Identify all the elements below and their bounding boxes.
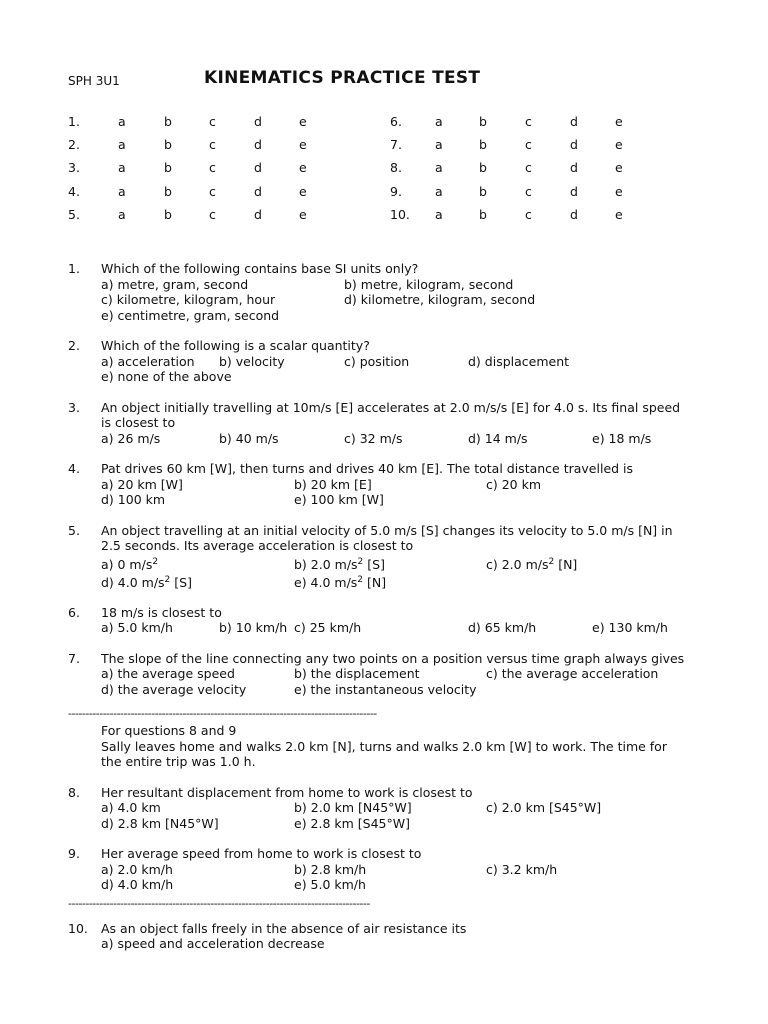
option-b: b) 20 km [E] <box>294 476 372 492</box>
choice-c[interactable]: c <box>209 183 216 199</box>
question-1 <box>68 261 708 323</box>
question-number: 1. <box>68 261 80 276</box>
option-b: b) 2.0 $m/s^2$ [S] <box>294 556 385 572</box>
question-stem: Her average speed from home to work is closest to <box>101 846 422 861</box>
option-b: b) metre, kilogram, second <box>344 276 514 292</box>
option-d: d) 2.8 km [N45°W] <box>101 815 219 831</box>
choice-b[interactable]: b <box>479 183 487 199</box>
option-d: d) the average velocity <box>101 681 247 697</box>
choice-c[interactable]: c <box>209 160 216 176</box>
choice-d[interactable]: d <box>254 206 262 222</box>
choice-d[interactable]: d <box>254 114 262 129</box>
option-d: d) 65 km/h <box>468 620 537 635</box>
option-c: c) 20 km <box>486 476 542 492</box>
option-d: d) 4.0 $m/s^2$ [S] <box>101 574 192 590</box>
choice-e[interactable]: e <box>615 114 623 129</box>
choice-b[interactable]: b <box>164 160 172 176</box>
option-c: c) 25 km/h <box>294 620 362 635</box>
choice-a[interactable]: a <box>435 137 443 153</box>
option-d: d) 100 km <box>101 492 166 507</box>
option-a: a) the average speed <box>101 666 235 681</box>
option-b: b) 2.8 km/h <box>294 861 367 877</box>
answer-number: 6. <box>390 114 402 129</box>
section-divider: ----------------------------------------------------------------------------------------- <box>68 708 377 720</box>
answer-number: 7. <box>390 137 402 153</box>
choice-b[interactable]: b <box>479 114 487 129</box>
question-stem: An object initially travelling at 10m/s [E] accelerates at 2.0 m/s/s [E] for 4.0 s. Its final speed <box>101 399 681 415</box>
question-stem: The slope of the line connecting any two points on a position versus time graph always gives <box>101 650 685 666</box>
question-number: 8. <box>68 784 80 800</box>
answer-number: 8. <box>390 160 402 176</box>
question-6 <box>68 605 708 636</box>
choice-a[interactable]: a <box>435 114 443 129</box>
question-2 <box>68 338 708 385</box>
choice-d[interactable]: d <box>254 183 262 199</box>
question-9 <box>68 846 708 893</box>
question-stem: Her resultant displacement from home to work is closest to <box>101 784 473 800</box>
answer-number: 5. <box>68 206 80 222</box>
answer-row <box>68 114 668 137</box>
choice-d[interactable]: d <box>570 114 578 129</box>
choice-c[interactable]: c <box>209 137 216 153</box>
option-b: b) 40 m/s <box>219 430 279 446</box>
question-5 <box>68 523 708 590</box>
question-number: 4. <box>68 461 80 476</box>
choice-a[interactable]: a <box>435 183 443 199</box>
option-c: c) the average acceleration <box>486 666 659 681</box>
choice-c[interactable]: c <box>525 160 532 176</box>
option-b: b) 10 km/h <box>219 620 288 635</box>
choice-b[interactable]: b <box>479 206 487 222</box>
answer-number: 4. <box>68 183 80 199</box>
choice-e[interactable]: e <box>299 160 307 176</box>
choice-c[interactable]: c <box>209 206 216 222</box>
choice-a[interactable]: a <box>435 206 443 222</box>
choice-e[interactable]: e <box>299 183 307 199</box>
choice-a[interactable]: a <box>118 137 126 153</box>
question-number: 6. <box>68 604 80 620</box>
scenario-heading: For questions 8 and 9 <box>101 723 237 738</box>
choice-d[interactable]: d <box>254 137 262 153</box>
choice-d[interactable]: d <box>254 160 262 176</box>
choice-e[interactable]: e <box>615 137 623 153</box>
question-number: 7. <box>68 650 80 666</box>
page-header <box>68 68 708 92</box>
option-d: d) kilometre, kilogram, second <box>344 292 536 307</box>
choice-b[interactable]: b <box>164 137 172 153</box>
choice-c[interactable]: c <box>525 137 532 153</box>
choice-e[interactable]: e <box>615 183 623 199</box>
option-e: e) the instantaneous velocity <box>294 681 477 697</box>
option-e: e) 2.8 km [S45°W] <box>294 815 410 831</box>
answer-row <box>68 137 668 160</box>
choice-d[interactable]: d <box>570 160 578 176</box>
choice-e[interactable]: e <box>299 206 307 222</box>
answer-sheet <box>68 114 668 230</box>
question-stem-cont: 2.5 seconds. Its average acceleration is closest to <box>101 538 414 553</box>
option-b: b) 2.0 km [N45°W] <box>294 800 412 815</box>
option-e: e) 4.0 $m/s^2$ [N] <box>294 574 387 590</box>
option-c: c) 3.2 km/h <box>486 861 558 877</box>
question-stem: As an object falls freely in the absence of air resistance its <box>101 920 467 936</box>
option-a: a) 5.0 km/h <box>101 620 173 635</box>
option-a: a) acceleration <box>101 353 195 369</box>
answer-number: 10. <box>390 206 410 222</box>
option-d: d) 14 m/s <box>468 430 528 446</box>
question-number: 3. <box>68 399 80 415</box>
choice-a[interactable]: a <box>118 183 126 199</box>
page-title: KINEMATICS PRACTICE TEST <box>204 68 481 88</box>
question-8 <box>68 785 708 832</box>
answer-number: 3. <box>68 160 80 176</box>
question-number: 10. <box>68 920 88 936</box>
option-c: c) position <box>344 353 410 369</box>
question-4 <box>68 461 708 508</box>
question-number: 9. <box>68 846 80 861</box>
answer-number: 1. <box>68 114 80 129</box>
answer-row <box>68 207 668 230</box>
choice-e[interactable]: e <box>615 206 623 222</box>
option-c: c) 2.0 $m/s^2$ [N] <box>486 556 578 572</box>
option-c: c) kilometre, kilogram, hour <box>101 292 276 307</box>
choice-b[interactable]: b <box>479 137 487 153</box>
option-a: a) metre, gram, second <box>101 276 249 292</box>
choice-d[interactable]: d <box>570 137 578 153</box>
option-e: e) 18 m/s <box>592 430 652 446</box>
question-stem: Which of the following contains base SI units only? <box>101 261 419 276</box>
choice-b[interactable]: b <box>164 114 172 129</box>
option-a: a) speed and acceleration decrease <box>101 936 325 951</box>
option-e: e) centimetre, gram, second <box>101 307 280 323</box>
option-a: a) 26 m/s <box>101 430 161 446</box>
choice-e[interactable]: e <box>299 137 307 153</box>
answer-row <box>68 184 668 207</box>
choice-d[interactable]: d <box>570 183 578 199</box>
question-stem: 18 m/s is closest to <box>101 604 222 620</box>
question-list <box>68 261 708 967</box>
choice-d[interactable]: d <box>570 206 578 222</box>
choice-a[interactable]: a <box>118 160 126 176</box>
choice-e[interactable]: e <box>299 114 307 129</box>
question-number: 2. <box>68 338 80 353</box>
choice-e[interactable]: e <box>615 160 623 176</box>
question-number: 5. <box>68 522 80 538</box>
answer-row <box>68 160 668 183</box>
choice-b[interactable]: b <box>164 206 172 222</box>
choice-c[interactable]: c <box>525 183 532 199</box>
option-c: c) 2.0 km [S45°W] <box>486 800 602 815</box>
course-code: SPH 3U1 <box>68 74 120 88</box>
section-divider: --------------------------------------------------------------------------------------- <box>68 897 370 910</box>
question-10 <box>68 921 708 952</box>
answer-number: 2. <box>68 137 80 153</box>
option-a: a) 20 km [W] <box>101 476 183 492</box>
choice-a[interactable]: a <box>435 160 443 176</box>
question-stem: Which of the following is a scalar quantity? <box>101 338 370 353</box>
option-c: c) 32 m/s <box>344 430 403 446</box>
question-stem: An object travelling at an initial velocity of 5.0 m/s [S] changes its velocity to 5.0 m/s [N] in <box>101 522 673 538</box>
question-3 <box>68 400 708 447</box>
option-d: d) displacement <box>468 353 570 369</box>
option-e: e) 100 km [W] <box>294 492 384 507</box>
question-7 <box>68 651 708 698</box>
choice-c[interactable]: c <box>525 206 532 222</box>
question-stem: Pat drives 60 km [W], then turns and drives 40 km [E]. The total distance travelled is <box>101 461 634 476</box>
question-stem-cont: is closest to <box>101 415 176 430</box>
option-b: b) velocity <box>219 353 285 369</box>
shared-scenario <box>101 723 708 770</box>
option-d: d) 4.0 km/h <box>101 877 174 892</box>
option-e: e) 130 km/h <box>592 620 668 635</box>
choice-b[interactable]: b <box>164 183 172 199</box>
choice-a[interactable]: a <box>118 114 126 129</box>
choice-c[interactable]: c <box>209 114 216 129</box>
choice-a[interactable]: a <box>118 206 126 222</box>
choice-b[interactable]: b <box>479 160 487 176</box>
option-e: e) 5.0 km/h <box>294 877 366 892</box>
scenario-text-cont: the entire trip was 1.0 h. <box>101 754 256 769</box>
answer-number: 9. <box>390 183 402 199</box>
scenario-text: Sally leaves home and walks 2.0 km [N], turns and walks 2.0 km [W] to work. The time for <box>101 738 667 754</box>
choice-c[interactable]: c <box>525 114 532 129</box>
option-a: a) 0 $m/s^2$ <box>101 556 159 572</box>
option-e: e) none of the above <box>101 369 232 384</box>
option-b: b) the displacement <box>294 666 420 681</box>
option-a: a) 4.0 km <box>101 800 161 815</box>
option-a: a) 2.0 km/h <box>101 861 173 877</box>
